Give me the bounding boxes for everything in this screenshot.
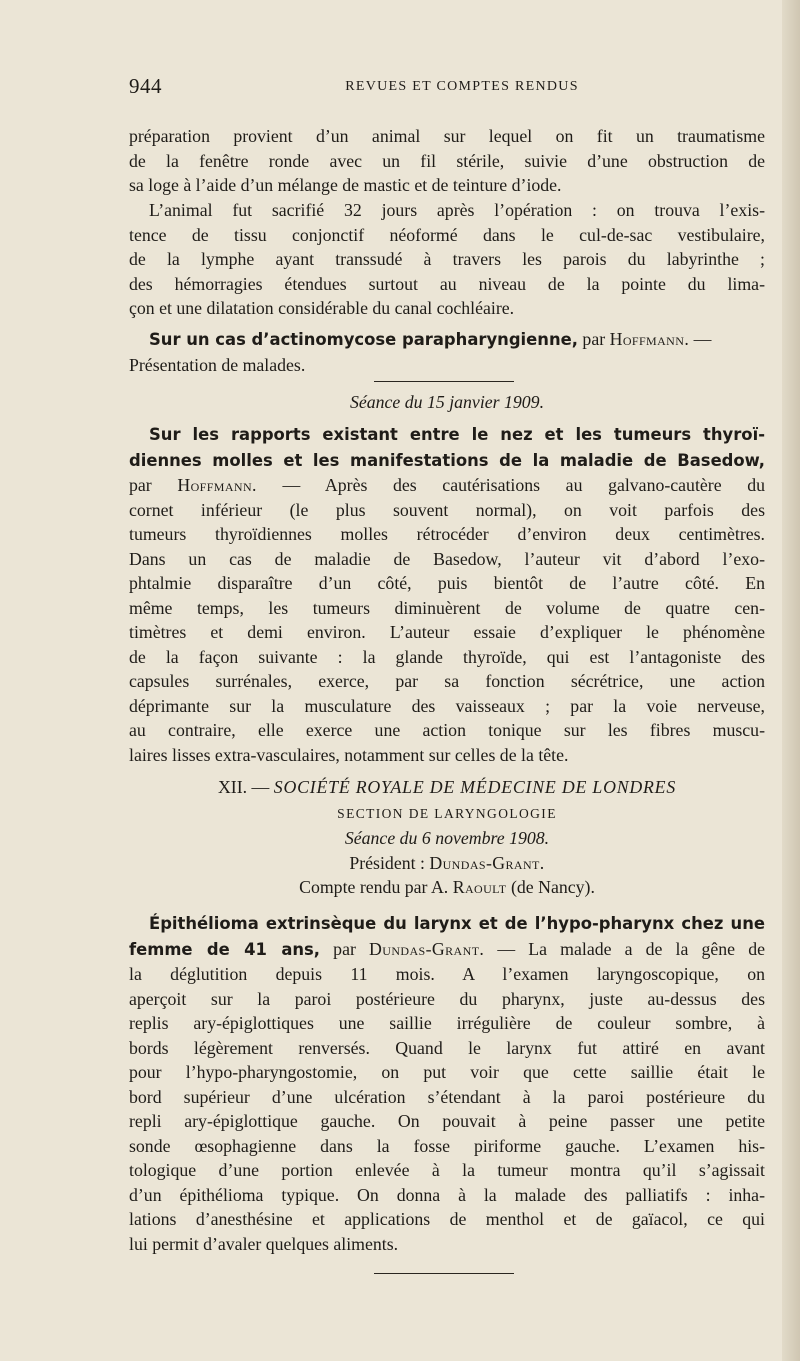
text-line: de la façon suivante : la glande thyroïde, qui est l’antagoniste des bbox=[129, 646, 765, 667]
text-line: de la lymphe ayant transsudé à travers les parois du labyrinthe ; bbox=[129, 249, 765, 269]
author-name: Hoffmann. bbox=[177, 475, 257, 495]
section-name: SECTION DE LARYNGOLOGIE bbox=[337, 805, 557, 821]
text-line: cornet inférieur (le plus souvent normal), on voit parfois des bbox=[129, 499, 765, 520]
society-title-line bbox=[129, 775, 765, 800]
article-thyroid bbox=[129, 422, 765, 767]
article-title-line bbox=[129, 327, 765, 353]
article-actinomycose bbox=[129, 327, 765, 377]
text-line: même temps, les tumeurs diminuèrent de volume de quatre cen- bbox=[129, 597, 765, 618]
text-line: capsules surrénales, exerce, par sa fonction sécrétrice, une action bbox=[129, 671, 765, 691]
par-word: par bbox=[582, 329, 606, 349]
text-line: bords légèrement renversés. Quand le larynx fut attiré en avant bbox=[129, 1037, 765, 1058]
text-line: laires lisses extra-vasculaires, notamment sur celles de la tête. bbox=[129, 744, 569, 765]
text-line: L’animal fut sacrifié 32 jours après l’opération : on trouva l’exis- bbox=[149, 200, 765, 220]
text-line: Présentation de malades. bbox=[129, 354, 306, 375]
text-line bbox=[129, 473, 765, 498]
seance-date: Séance du 6 novembre 1908. bbox=[344, 828, 550, 848]
text-line: des hémorragies étendues surtout au niveau de la pointe du lima- bbox=[129, 273, 765, 294]
text-line: bord supérieur d’une ulcération s’étendant à la paroi postérieure du bbox=[129, 1086, 765, 1107]
text-line: aperçoit sur la paroi postérieure du pharynx, juste au-dessus des bbox=[129, 988, 765, 1009]
report-line bbox=[129, 875, 765, 900]
text-line: pour l’hypo-pharyngostomie, on put voir que cette saillie était le bbox=[129, 1062, 765, 1082]
article-title-line bbox=[129, 422, 765, 448]
text-line: Dans un cas de maladie de Basedow, l’auteur vit d’abord l’exo- bbox=[129, 548, 765, 569]
author-name: Dundas-Grant. bbox=[369, 938, 485, 959]
seance-date: Séance du 15 janvier 1909. bbox=[349, 392, 545, 412]
article-title-line bbox=[129, 911, 765, 937]
article-title: diennes molles et les manifestations de la maladie de Basedow, bbox=[129, 450, 765, 470]
text-line: replis ary-épiglottiques une saillie irrégulière de couleur sombre, à bbox=[129, 1013, 765, 1033]
text-line: phtalmie disparaître d’un côté, puis bientôt de l’autre côté. En bbox=[129, 573, 765, 593]
text-line: lations d’anesthésine et applications de menthol et de gaïacol, ce qui bbox=[129, 1209, 765, 1229]
text-line: préparation provient d’un animal sur lequel on fit un traumatisme bbox=[129, 126, 765, 146]
text-line: repli ary-épiglottique gauche. On pouvait à peine passer une petite bbox=[129, 1111, 765, 1131]
dash: — bbox=[693, 329, 712, 349]
article-title: Sur un cas d’actinomycose parapharyngienne, bbox=[149, 330, 578, 349]
president-label: Président : bbox=[349, 852, 425, 873]
text-line bbox=[129, 937, 765, 963]
text-line: de la fenêtre ronde avec un fil stérile, suivie d’une obstruction de bbox=[129, 150, 765, 171]
text-line: lui permit d’avaler quelques aliments. bbox=[129, 1233, 399, 1254]
article-title: femme de 41 ans, bbox=[129, 939, 321, 959]
text-line: çon et une dilatation considérable du canal cochléaire. bbox=[129, 298, 515, 318]
separator-rule bbox=[374, 1273, 514, 1274]
text-line: la déglutition depuis 11 mois. A l’examen laryngoscopique, on bbox=[129, 964, 765, 984]
text-fragment: — Après des cautérisations au galvano-cautère du bbox=[282, 475, 765, 495]
text-line: tence de tissu conjonctif néoformé dans le cul-de-sac vestibulaire, bbox=[129, 224, 765, 245]
article-title-line bbox=[129, 448, 765, 474]
intro-paragraph-2 bbox=[129, 198, 765, 321]
text-line: sonde œsophagienne dans la fosse piriforme gauche. L’examen his- bbox=[129, 1135, 765, 1156]
text-fragment: — La malade a de la gêne de bbox=[497, 938, 765, 959]
text-line: au contraire, elle exerce une action tonique sur les fibres muscu- bbox=[129, 720, 765, 740]
text-line: d’un épithélioma typique. On donna à la malade des palliatifs : inha- bbox=[129, 1184, 765, 1205]
society-name: SOCIÉTÉ ROYALE DE MÉDECINE DE LONDRES bbox=[273, 777, 677, 797]
president-line bbox=[129, 851, 765, 876]
page-number: 944 bbox=[129, 74, 162, 98]
seance-heading-1 bbox=[129, 390, 765, 415]
president-name: Dundas-Grant. bbox=[429, 852, 545, 873]
text-line: tumeurs thyroïdiennes molles rétrocéder d’environ deux centimètres. bbox=[129, 524, 765, 544]
running-head: REVUES ET COMPTES RENDUS bbox=[345, 79, 579, 94]
text-line: timètres et demi environ. L’auteur essaie d’expliquer le phénomène bbox=[129, 622, 765, 642]
text-line: déprimante sur la musculature des vaisseaux ; par la voie nerveuse, bbox=[129, 695, 765, 716]
text-line: tologique d’une portion enlevée à la tumeur montra qu’il s’agissait bbox=[129, 1160, 765, 1180]
intro-paragraph-1 bbox=[129, 124, 765, 198]
page-edge-shadow bbox=[782, 0, 800, 1361]
article-title: Épithélioma extrinsèque du larynx et de l’hypo-pharynx chez une bbox=[149, 914, 765, 933]
article-title: Sur les rapports existant entre le nez et les tumeurs thyroï- bbox=[149, 425, 765, 444]
par-word: par bbox=[129, 475, 152, 495]
text-line: sa loge à l’aide d’un mélange de mastic et de teinture d’iode. bbox=[129, 175, 562, 195]
page-header bbox=[129, 74, 765, 104]
society-heading bbox=[129, 775, 765, 900]
reporter-name: Raoult bbox=[452, 877, 507, 897]
section-number: XII. — bbox=[217, 777, 270, 797]
separator-rule bbox=[374, 381, 514, 382]
report-label: Compte rendu par A. bbox=[299, 877, 449, 897]
author-name: Hoffmann. bbox=[609, 329, 690, 349]
reporter-place: (de Nancy). bbox=[510, 877, 595, 897]
article-epithelioma bbox=[129, 911, 765, 1256]
par-word: par bbox=[333, 938, 356, 959]
